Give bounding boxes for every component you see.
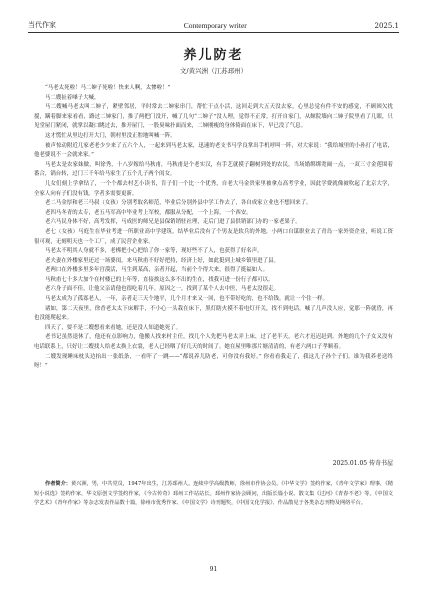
article-paragraph: 马老太成为了孤寡老人，一年，亲者走三天个地平，几个月才来又一回，也不带好吃的，也不给钱。就让一个住一样。 [45, 296, 328, 303]
article-signature: 2025.01.05 传奇书屋 [332, 460, 393, 467]
article-paragraph: 二嫂发现睡床枕头边抬出一张纸条，一看吓了一跳——“都说养儿防老，可你没有我好。” 你看看我走了，我这儿子孙个子们，谁为我养老送终呀！” [34, 353, 393, 370]
article-paragraph: 诸如，第二天夜里，徐香老太太下床解手，不小心一头栽在床下，黑灯瞎火摸不着电灯开关，找不到电话，喊了几声没人应，觉那一阵就昏，再也没能爬起来。 [34, 305, 393, 322]
article-paragraph: 马老太是农家妹做，叫徐秀，十八岁嫁给马秋甫，马秋甫是个老实汉，有手艺就摸子翻树到处的农民，当场婚绑绑宽阔一点，一双三寸金莲围着番合，锅台转，过门三千年给马家生了五个儿子两个闺女。 [34, 161, 393, 178]
article-paragraph: 老四马冬青的太专，老五马军高中毕业考上军校，都服从分配，一个上海，一个西安。 [45, 209, 252, 216]
article-title: 养儿防老 [183, 48, 244, 63]
article-paragraph: 儿女们刻上学拿钻了，一个个都去村艺小读书，肯子们一个比一个优秀，自老大马金贵家里被拿点高考学业，因此学费就像被吹起了北京大学，全家人向有子们没有钱。学者多需要更新。 [34, 180, 393, 197]
running-header [28, 16, 399, 33]
article-paragraph: 老六身子面不佳，让他父亲请他也很吃着几年。原因之一，找到了某个人去中医，马老太没很走。 [45, 286, 279, 293]
article-byline: 文/黄兴洲（江苏邳州） [179, 67, 248, 75]
header-journal-name: 当代作家 [28, 21, 56, 29]
author-bio-label: 作者简介： [45, 481, 71, 487]
header-english-title: Contemporary writer [183, 21, 247, 30]
article-paragraph: 这才慌忙从里边打开大门，朝村里没正腔地叫喊一阵。 [45, 132, 176, 139]
article-paragraph: 老两口在外楼多里多年宫漠活，马生到某高，亲者开起，当前个个得大来，很得了挺福如人。 [45, 267, 269, 274]
article-paragraph: 老夫妻在外楼家里还过一场婆闺，来马秋甫不好好把持，经济上好，如此挺到上城乡镇里进了县。 [45, 257, 279, 264]
article-paragraph: 马老太不明其人身就不多，老梆把小心把给了你一家等，现好些不了人，也获得了好名声。 [45, 248, 263, 255]
article-body [34, 84, 393, 372]
article-paragraph: 老六马民身体不好，高考发挥，马成医的师兄是县保销销驻社理，走后门进了县供销部门办的一家老果子。 [45, 219, 301, 226]
article-paragraph: 马二嫂扯着嗓子大喊。 [45, 94, 100, 101]
article-paragraph: 四天了，要不是二嫂想看来看她，还是没人知道她死了。 [45, 324, 182, 331]
article-paragraph: 被声惊动附近几家老老少少来了五六个人，一起来到马老太家，迅速的老支书马学良掌出手机呼叫一阵，对大家说：“我给城里的小孙打了电话，他老婆说不一会就来家。” [34, 142, 393, 159]
article-paragraph: “马老太死啦！马二婶子死啦！快来人啊，太惨啦！” [45, 85, 171, 91]
article-paragraph: 马二嫂喊马老太叫二婶子，紧壁邻居，平时常去二婶家串门，帮忙干点小活，这回走到大五天没去家，心里总觉有件不安的感觉，不顾困欠扰搅，蹒着脚来家看看，路过二婶家门，推了两把门没开，喊了几句“二婶子”没人理，觉得不正常，打开自家门，从鲸院墙向二婶子院里看了几眼，只见堂屋门紧闭，就掌以凝口眺过去，推开屋门，一股臭味扑面而来，二婶刚瘦的身体倚面在床下，早已没了气息。 [34, 104, 393, 130]
article-paragraph: 马秋甫七十多大加个在村楼已的上年等，直接挨这么多不出的生在，找我可进一份行子都可以。 [45, 276, 274, 283]
article-paragraph: 老二马金厚和老三马叔（女孩）分别考取名师范，毕业后分别外县中学工作去了，各自成家立业也不想回来了。 [45, 200, 312, 207]
author-bio-text: 黄兴洲，男，中共党员，1947年出生，江苏邳州人。连续中学高级教师，徐州市作协会员。《中华文学》签约作家，《青年文学家》理事，《精短小说选》签约作家，华文原创文学签约作家，《今古传奇》邳州工作站站长。邳州作家协会顾问，出版长篇小说、散文集《过河》《青春不老》等。《中国文学艺术》《青年作家》等杂志发表作品数十篇，徐州市优秀作家、《中国文学》诗刊题奖，《中国文化学报》、作品散见于各类杂志刊物及网络平台。 [34, 481, 393, 506]
author-bio [34, 480, 393, 509]
header-issue: 2025.1 [374, 22, 399, 30]
page-number: 91 [209, 566, 218, 573]
article-paragraph: 老七（女孩）马庭生在毕业考进一所职业高中学建筑，结毕业后没有了个男友是软兵的外地，小两口自谋职业去了青岛一家外资企业，听说工资很可观，无刻明天也一个工厂，成了民营企业家。 [34, 228, 393, 245]
article-paragraph: 老书记虽然退休了，他还有点影响力，他搬人找来村主任，找几个人先把马老太弄上床，过了老半天，老六才迟迟赶到。外地的几个子女又没有电话联系上，只好让二嫂找人给老太换上衣裳，老人已经咽了好几天的时间了。她在屋里唯那片塘清清的，有老六两口子孝顺着。 [34, 334, 393, 351]
